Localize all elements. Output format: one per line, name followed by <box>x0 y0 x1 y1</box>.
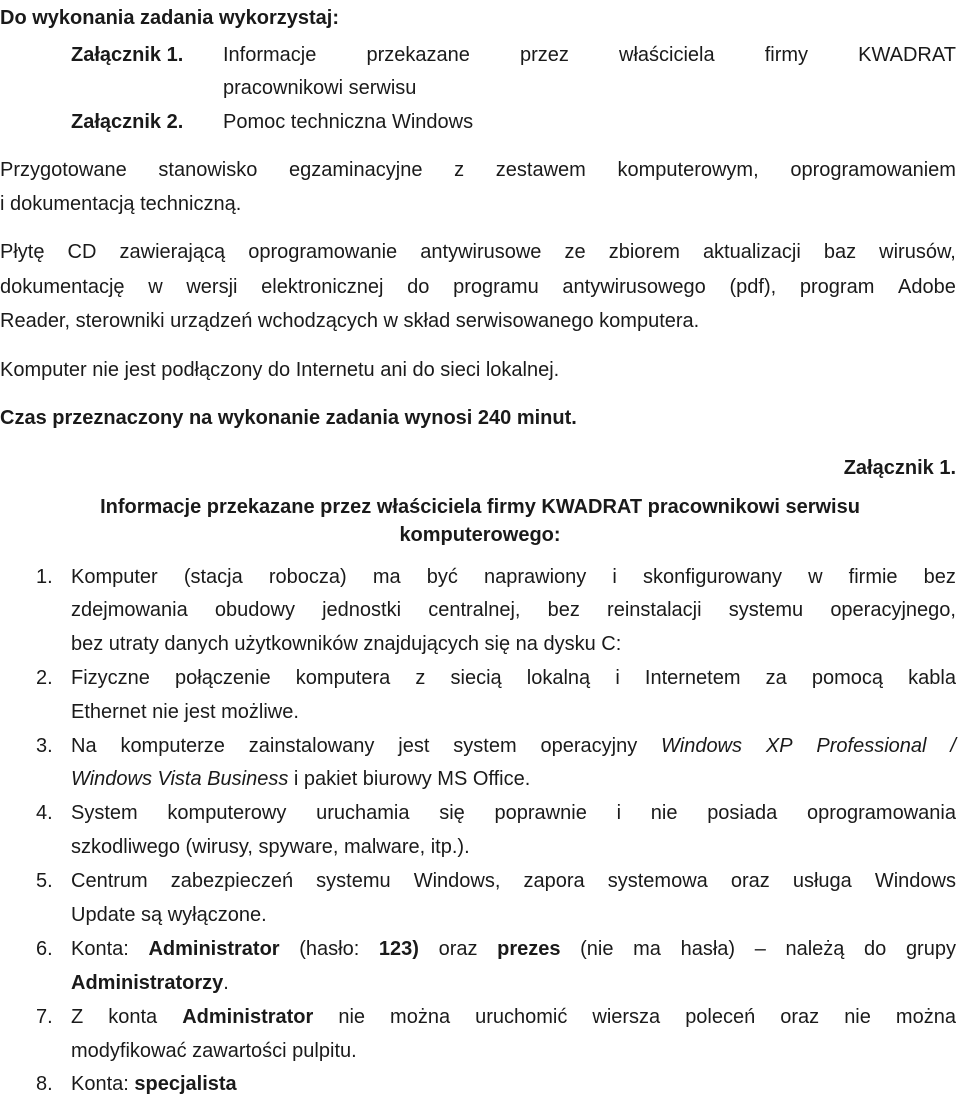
item-number-1: 1. <box>36 566 53 588</box>
item-number-3: 3. <box>36 735 53 757</box>
item-1-line3: bez utraty danych użytkowników znajdujących się na dysku C: <box>71 633 622 655</box>
item-number-6: 6. <box>36 938 53 960</box>
item-5-line2: Update są wyłączone. <box>71 904 267 926</box>
heading: Do wykonania zadania wykorzystaj: <box>0 7 339 29</box>
item-7-line1: Z konta Administrator nie można uruchomić wiersza poleceń oraz nie można <box>71 1006 956 1028</box>
item-2-line2: Ethernet nie jest możliwe. <box>71 701 299 723</box>
paragraph-equipment-line2: i dokumentacją techniczną. <box>0 193 242 215</box>
item-number-8: 8. <box>36 1073 53 1095</box>
paragraph-cd-line1: Płytę CD zawierającą oprogramowanie antywirusowe ze zbiorem aktualizacji baz wirusów, <box>0 241 956 263</box>
attachment-1-text: Informacje przekazane przez właściciela firmy KWADRAT <box>223 44 956 66</box>
appendix-title-line1: Informacje przekazane przez właściciela firmy KWADRAT pracownikowi serwisu <box>100 496 860 518</box>
item-7-line2: modyfikować zawartości pulpitu. <box>71 1040 357 1062</box>
appendix-title-line2: komputerowego: <box>399 524 561 546</box>
item-4-line2: szkodliwego (wirusy, spyware, malware, itp.). <box>71 836 470 858</box>
item-8-line1: Konta: specjalista <box>71 1073 237 1095</box>
paragraph-time: Czas przeznaczony na wykonanie zadania wynosi 240 minut. <box>0 407 577 429</box>
item-number-7: 7. <box>36 1006 53 1028</box>
item-3-line1: Na komputerze zainstalowany jest system operacyjny Windows XP Professional / <box>71 735 956 757</box>
item-number-2: 2. <box>36 667 53 689</box>
attachment-2-label: Załącznik 2. <box>71 111 184 133</box>
attachment-1-label: Załącznik 1. <box>71 44 184 66</box>
appendix-heading: Załącznik 1. <box>843 457 956 479</box>
attachment-2-text: Pomoc techniczna Windows <box>223 111 474 133</box>
item-number-5: 5. <box>36 870 53 892</box>
item-2-line1: Fizyczne połączenie komputera z siecią lokalną i Internetem za pomocą kabla <box>71 667 956 689</box>
item-1-line2: zdejmowania obudowy jednostki centralnej, bez reinstalacji systemu operacyjnego, <box>71 599 956 621</box>
paragraph-offline: Komputer nie jest podłączony do Internetu ani do sieci lokalnej. <box>0 359 560 381</box>
item-1-line1: Komputer (stacja robocza) ma być naprawiony i skonfigurowany w firmie bez <box>71 566 956 588</box>
item-4-line1: System komputerowy uruchamia się poprawnie i nie posiada oprogramowania <box>71 802 956 824</box>
item-number-4: 4. <box>36 802 53 824</box>
item-3-line2: Windows Vista Business i pakiet biurowy MS Office. <box>71 768 531 790</box>
attachment-1-text-cont: pracownikowi serwisu <box>223 77 417 99</box>
paragraph-equipment-line1: Przygotowane stanowisko egzaminacyjne z zestawem komputerowym, oprogramowaniem <box>0 159 956 181</box>
item-5-line1: Centrum zabezpieczeń systemu Windows, zapora systemowa oraz usługa Windows <box>71 870 956 892</box>
paragraph-cd-line2: dokumentację w wersji elektronicznej do programu antywirusowego (pdf), program Adobe <box>0 276 956 298</box>
paragraph-cd-line3: Reader, sterowniki urządzeń wchodzących w skład serwisowanego komputera. <box>0 310 700 332</box>
item-6-line2: Administratorzy. <box>71 972 229 994</box>
item-6-line1: Konta: Administrator (hasło: 123) oraz prezes (nie ma hasła) – należą do grupy <box>71 938 956 960</box>
